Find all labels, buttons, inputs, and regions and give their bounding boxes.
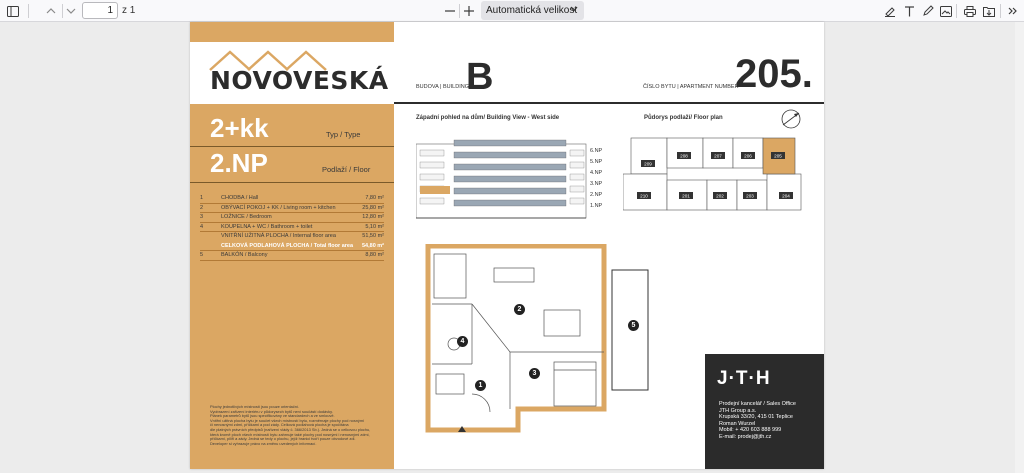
zoom-in-icon[interactable] <box>460 2 478 20</box>
page-count: z 1 <box>122 5 136 16</box>
header-divider <box>394 102 824 104</box>
pdf-toolbar <box>0 0 1024 22</box>
floor-level-label: 2.NP <box>590 192 603 198</box>
unit-label: 208 <box>680 153 688 159</box>
company-box <box>705 354 824 469</box>
building-value: B <box>466 56 494 98</box>
room-row: 2 OBÝVACÍ POKOJ + KK / Living room + kitchen 25,80 m² <box>200 204 384 214</box>
sidebar-toggle-icon[interactable] <box>4 2 22 20</box>
unit-label: 209 <box>644 161 652 167</box>
disclaimer: Plochy jednotlivých místností jsou pouze orientační. Vyobrazení zařízení interiéru v půdorysech bytů není součástí dodávky. Plánek parametrů bytů jsou specifikovány ve standardech a ve smlouvě. Vnitřní užitná plocha bytu je součet všech místností bytu, rozměrnaje plochy pod nosnými či nenosnými zdmi, příčkami a pod zády. Celková podlahová plocha je spočítána dle platných právních předpisů (nařízení vlády č. 366/2013 Sb.). Jedná se o celkovou plochu, která kromě ploch všech místností bytu zahrnuje také plochy pod nosnými i nenosnými zdmi, příčkami, pilíři a zády. Jedná se tedy o plochu, jejíž hranici tvoří pouze obvodové zdi. Developer si vyhrazuje právo na změnu uvedených informací. <box>210 405 371 446</box>
apartment-number: 205. <box>735 52 813 96</box>
next-page-icon[interactable] <box>62 2 80 20</box>
room-marker: 4 <box>457 336 468 347</box>
floor-level-label: 3.NP <box>590 181 603 187</box>
image-icon[interactable] <box>937 2 955 20</box>
company-contact: Prodejní kancelář / Sales Office JTH Group a.s. Krupská 33/20, 415 01 Teplice Roman Wurzel Mobil: + 420 603 888 999 E-mail: prodej@jth.cz <box>719 401 796 440</box>
logo-text: NOVOVESKÁ <box>210 66 389 95</box>
save-icon[interactable] <box>980 2 998 20</box>
room-marker: 3 <box>529 368 540 379</box>
floor-level-label: 4.NP <box>590 170 603 176</box>
building-view-title: Západní pohled na dům/ Building View - West side <box>416 115 560 121</box>
unit-label: 202 <box>716 193 724 199</box>
previous-page-icon[interactable] <box>42 2 60 20</box>
unit-label: 203 <box>746 193 754 199</box>
apartment-number-label: ČÍSLO BYTU | APARTMENT NUMBER <box>643 84 739 90</box>
divider <box>190 146 394 147</box>
room-row-internal-area: VNITŘNÍ UŽITNÁ PLOCHA / Internal floor area 51,50 m² <box>221 233 384 239</box>
highlight-icon[interactable] <box>881 2 899 20</box>
room-row: 3 LOŽNICE / Bedroom 12,80 m² <box>200 213 384 223</box>
draw-icon[interactable] <box>919 2 937 20</box>
zoom-out-icon[interactable] <box>441 2 459 20</box>
more-tools-icon[interactable] <box>1004 2 1022 20</box>
print-icon[interactable] <box>961 2 979 20</box>
room-marker: 2 <box>514 304 525 315</box>
unit-label: 204 <box>782 193 790 199</box>
building-elevation <box>416 134 588 220</box>
info-panel <box>190 22 394 469</box>
building-label: BUDOVA | BUILDING <box>416 84 469 90</box>
floor-level-label: 6.NP <box>590 148 603 154</box>
unit-label: 210 <box>640 193 648 199</box>
unit-label: 201 <box>682 193 690 199</box>
logo-area <box>190 42 394 104</box>
floor-plan-overview <box>623 134 803 214</box>
room-marker: 1 <box>475 380 486 391</box>
unit-label: 206 <box>744 153 752 159</box>
document-page <box>190 22 824 469</box>
zoom-select[interactable] <box>481 1 584 20</box>
compass-icon <box>780 108 802 130</box>
room-row-total-area: CELKOVÁ PODLAHOVÁ PLOCHA / Total floor area 54,80 m² <box>200 242 384 252</box>
floor-value: 2.NP <box>210 148 268 178</box>
floor-label: Podlaží / Floor <box>322 165 371 174</box>
company-logo: J·T·H <box>717 368 771 389</box>
room-row: 5 BALKÓN / Balcony 8,80 m² <box>200 251 384 261</box>
floor-level-label: 1.NP <box>590 203 603 209</box>
text-icon[interactable] <box>900 2 918 20</box>
room-row: 1 CHODBA / Hall 7,80 m² <box>200 194 384 204</box>
unit-label: 205 <box>774 153 782 159</box>
zoom-value: Automatická velikost <box>486 5 578 16</box>
floor-plan-title: Půdorys podlaží/ Floor plan <box>644 115 723 121</box>
highlighted-floor <box>420 186 450 194</box>
divider <box>190 182 394 183</box>
page-number-input[interactable] <box>82 2 118 19</box>
floor-level-label: 5.NP <box>590 159 603 165</box>
room-row: 4 KOUPELNA + WC / Bathroom + toilet 5,10 m² <box>200 223 384 233</box>
apartment-type: 2+kk <box>210 113 269 143</box>
chevron-down-icon <box>570 6 578 12</box>
scrollbar-track[interactable] <box>1015 22 1024 473</box>
room-list <box>200 194 384 261</box>
unit-label: 207 <box>714 153 722 159</box>
room-marker: 5 <box>628 320 639 331</box>
apartment-type-label: Typ / Type <box>326 130 361 139</box>
